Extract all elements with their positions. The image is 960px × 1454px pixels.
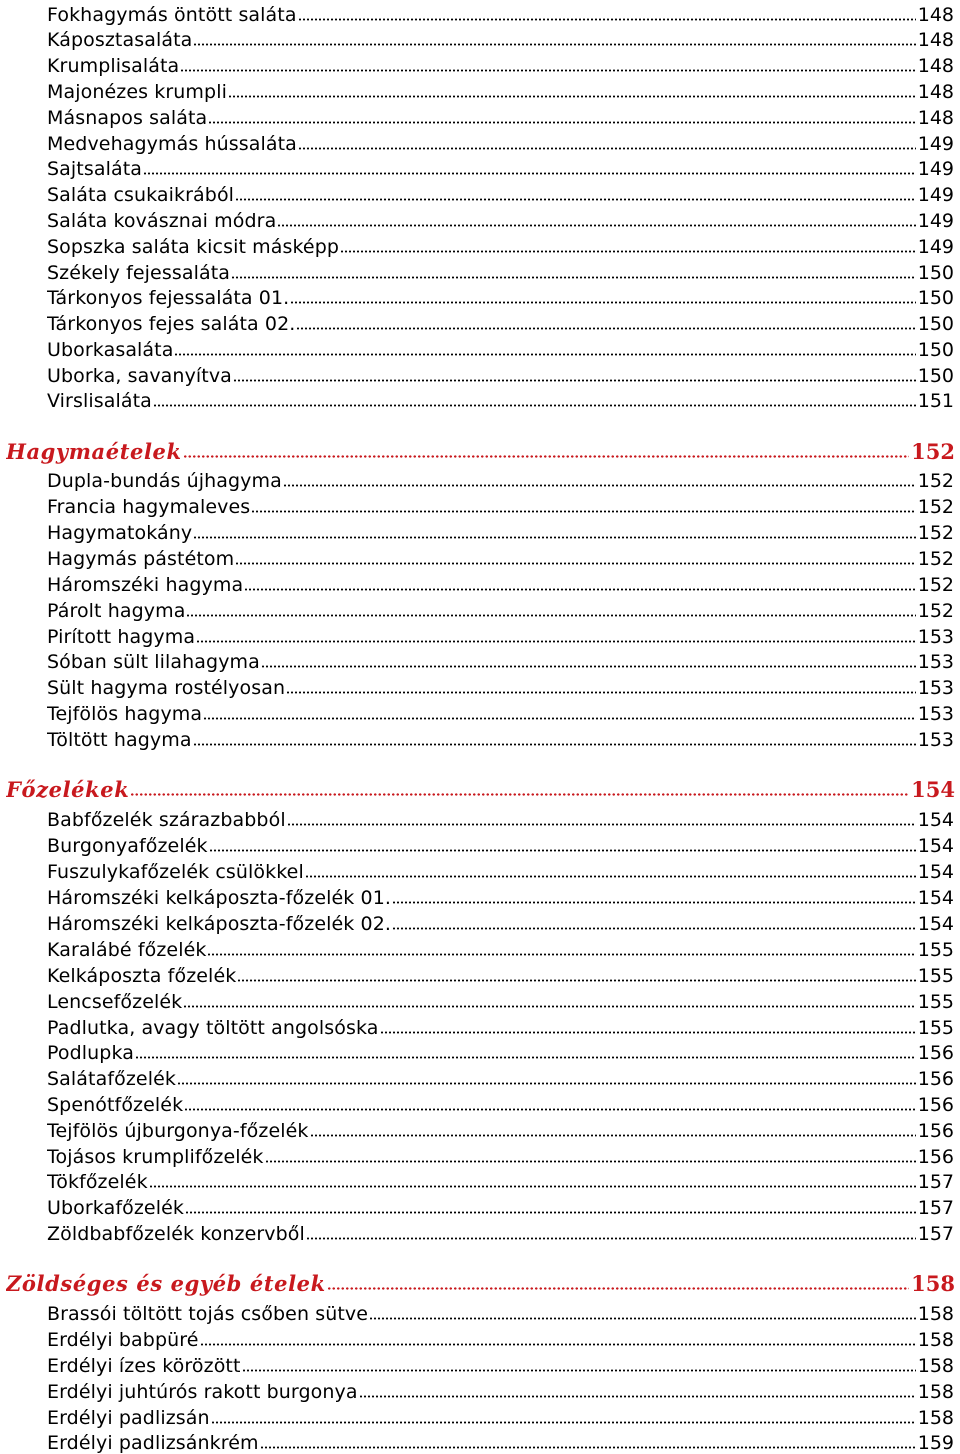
toc-entry[interactable] [47,831,954,857]
toc-page-number: 158 [917,1303,954,1325]
toc-page-number: 153 [917,626,954,648]
dot-leader [237,978,915,983]
toc-page-number: 156 [917,1068,954,1090]
dot-leader [233,378,916,383]
toc-page-number: 152 [917,574,954,596]
toc-entry-title: Uborka, savanyítva [47,365,232,387]
toc-page-number: 150 [917,287,954,309]
toc-entry[interactable] [47,1403,954,1429]
toc-entry-title: Brassói töltött tojás csőben sütve [47,1303,369,1325]
toc-page-number: 152 [911,439,955,464]
toc-entry[interactable] [47,335,954,361]
toc-entry[interactable] [47,1013,954,1039]
toc-page-number: 154 [917,861,954,883]
toc-entry-title: Töltött hagyma [47,729,192,751]
toc-entry-title: Székely fejessaláta [47,262,231,284]
toc-entry[interactable] [47,1167,954,1193]
toc-entry-title: Virslisaláta [47,390,152,412]
toc-entry-title: Salátafőzelék [47,1068,176,1090]
dot-leader [228,94,916,99]
toc-entry-title: Majonézes krumpli [47,81,227,103]
dot-leader [207,952,915,957]
toc-entry-title: Babfőzelék szárazbabból [47,809,286,831]
toc-entry[interactable] [47,103,954,129]
dot-leader [392,900,916,905]
dot-leader [310,1133,916,1138]
toc-page-number: 151 [917,390,954,412]
dot-leader [340,249,916,254]
toc-entry-title: Podlupka [47,1042,134,1064]
dot-leader [203,716,916,721]
toc-page-number: 158 [917,1407,954,1429]
dot-leader [177,1081,916,1086]
toc-section-heading[interactable] [6,1266,955,1296]
toc-page-number: 159 [917,1432,954,1454]
toc-entry[interactable] [47,935,954,961]
toc-entry-title: Erdélyi padlizsánkrém [47,1432,259,1454]
toc-entry[interactable] [47,361,954,387]
toc-entry-title: Háromszéki hagyma [47,574,244,596]
dot-leader [392,926,916,931]
dot-leader [211,1420,916,1425]
dot-leader [143,171,916,176]
toc-entry-title: Karalábé főzelék [47,939,207,961]
dot-leader [183,1004,915,1009]
toc-entry-title: Erdélyi padlizsán [47,1407,210,1429]
toc-page-number: 150 [917,339,954,361]
toc-entry-title: Háromszéki kelkáposzta-főzelék 01. [47,887,392,909]
toc-entry[interactable] [47,673,954,699]
toc-entry[interactable] [47,25,954,51]
toc-entry[interactable] [47,570,954,596]
toc-section-heading[interactable] [6,434,955,464]
dot-leader [290,300,915,305]
dot-leader [183,454,909,459]
toc-entry-title: Erdélyi babpüré [47,1329,199,1351]
toc-entry-title: Tojásos krumplifőzelék [47,1146,264,1168]
toc-page-number: 149 [917,184,954,206]
toc-section-title: Főzelékek [6,777,130,802]
dot-leader [180,68,915,73]
toc-page-number: 148 [917,107,954,129]
toc-entry-title: Zöldbabfőzelék konzervből [47,1223,305,1245]
toc-page-number: 155 [917,965,954,987]
toc-page-number: 148 [917,4,954,26]
dot-leader [235,197,916,202]
dot-leader [380,1030,916,1035]
toc-entry[interactable] [47,1064,954,1090]
toc-entry-title: Saláta csukaikrából [47,184,235,206]
dot-leader [244,587,916,592]
toc-page-number: 154 [917,835,954,857]
toc-entry[interactable] [47,492,954,518]
toc-section-heading[interactable] [6,772,955,802]
dot-leader [174,352,915,357]
toc-entry[interactable] [47,1299,954,1325]
toc-entry[interactable] [47,622,954,648]
dot-leader [130,792,909,797]
toc-page-number: 149 [917,210,954,232]
toc-page-number: 154 [917,887,954,909]
dot-leader [286,690,916,695]
toc-entry-title: Medvehagymás hússaláta [47,133,297,155]
toc-entry-title: Hagymás pástétom [47,548,235,570]
dot-leader [359,1394,916,1399]
toc-page-number: 153 [917,651,954,673]
toc-entry[interactable] [47,1038,954,1064]
toc-entry-title: Párolt hagyma [47,600,186,622]
dot-leader [208,120,915,125]
toc-entry[interactable] [47,1351,954,1377]
toc-page-number: 158 [911,1271,955,1296]
dot-leader [298,17,916,22]
toc-entry[interactable] [47,699,954,725]
dot-leader [296,326,915,331]
toc-entry[interactable] [47,309,954,335]
dot-leader [305,874,916,879]
toc-page-number: 149 [917,158,954,180]
toc-page-number: 152 [917,522,954,544]
toc-entry[interactable] [47,180,954,206]
dot-leader [287,822,916,827]
toc-page-number: 150 [917,313,954,335]
dot-leader [193,742,916,747]
dot-leader [153,403,916,408]
toc-page-number: 152 [917,548,954,570]
toc-page-number: 152 [917,470,954,492]
toc-page-number: 155 [917,1017,954,1039]
toc-entry[interactable] [47,1377,954,1403]
toc-page-number: 154 [917,913,954,935]
dot-leader [200,1342,916,1347]
toc-entry-title: Uborkasaláta [47,339,174,361]
toc-entry[interactable] [47,258,954,284]
dot-leader [369,1316,916,1321]
toc-page-number: 153 [917,703,954,725]
toc-entry[interactable] [47,1116,954,1142]
dot-leader [193,535,915,540]
toc-page-number: 148 [917,29,954,51]
dot-leader [135,1055,916,1060]
toc-entry[interactable] [47,883,954,909]
toc-entry[interactable] [47,232,954,258]
toc-entry-title: Burgonyafőzelék [47,835,208,857]
toc-entry-title: Káposztasaláta [47,29,193,51]
dot-leader [327,1286,909,1291]
toc-entry[interactable] [47,596,954,622]
toc-entry-title: Sajtsaláta [47,158,142,180]
toc-entry-title: Francia hagymaleves [47,496,251,518]
toc-page-number: 157 [917,1223,954,1245]
dot-leader [251,509,915,514]
toc-entry[interactable] [47,909,954,935]
toc-entry-title: Tárkonyos fejes saláta 02. [47,313,296,335]
toc-entry[interactable] [47,725,954,751]
toc-entry[interactable] [47,1219,954,1245]
dot-leader [298,146,916,151]
toc-entry-title: Spenótfőzelék [47,1094,184,1116]
toc-entry-title: Háromszéki kelkáposzta-főzelék 02. [47,913,392,935]
dot-leader [209,848,916,853]
toc-entry-title: Uborkafőzelék [47,1197,184,1219]
toc-entry-title: Tejfölös hagyma [47,703,203,725]
toc-entry-title: Tárkonyos fejessaláta 01. [47,287,290,309]
dot-leader [196,639,916,644]
toc-entry-title: Pirított hagyma [47,626,196,648]
toc-entry-title: Tejfölös újburgonya-főzelék [47,1120,309,1142]
toc-entry-title: Erdélyi ízes körözött [47,1355,241,1377]
toc-page-number: 155 [917,939,954,961]
toc-entry[interactable] [47,129,954,155]
toc-entry-title: Fuszulykafőzelék csülökkel [47,861,304,883]
dot-leader [149,1184,916,1189]
toc-entry-title: Sopszka saláta kicsit másképp [47,236,340,258]
toc-page-number: 154 [911,777,955,802]
toc-entry-title: Másnapos saláta [47,107,208,129]
toc-entry-title: Hagymatokány [47,522,193,544]
toc-page-number: 154 [917,809,954,831]
dot-leader [231,275,916,280]
dot-leader [260,1445,916,1450]
toc-entry[interactable] [47,805,954,831]
toc-page-number: 149 [917,236,954,258]
dot-leader [261,664,916,669]
toc-page-number: 158 [917,1381,954,1403]
toc-page-number: 152 [917,600,954,622]
dot-leader [185,1210,916,1215]
dot-leader [184,1107,916,1112]
dot-leader [306,1236,916,1241]
toc-page-number: 157 [917,1171,954,1193]
toc-entry-title: Tökfőzelék [47,1171,148,1193]
dot-leader [193,42,915,47]
toc-entry[interactable] [47,1090,954,1116]
toc-entry[interactable] [47,1193,954,1219]
toc-entry[interactable] [47,857,954,883]
toc-page-number: 156 [917,1042,954,1064]
toc-section-title: Hagymaételek [6,439,182,464]
toc-entry-title: Sült hagyma rostélyosan [47,677,286,699]
toc-page-number: 148 [917,81,954,103]
toc-entry-title: Lencsefőzelék [47,991,183,1013]
toc-page-number: 150 [917,365,954,387]
toc-page-number: 156 [917,1094,954,1116]
toc-entry[interactable] [47,77,954,103]
toc-entry[interactable] [47,154,954,180]
toc-entry[interactable] [47,987,954,1013]
toc-page-number: 155 [917,991,954,1013]
toc-entry-title: Sóban sült lilahagyma [47,651,260,673]
toc-page-number: 148 [917,55,954,77]
toc-page-number: 156 [917,1146,954,1168]
toc-entry[interactable] [47,206,954,232]
toc-entry[interactable] [47,0,954,26]
toc-entry-title: Padlutka, avagy töltött angolsóska [47,1017,379,1039]
dot-leader [277,223,915,228]
toc-page-number: 152 [917,496,954,518]
toc-entry-title: Erdélyi juhtúrós rakott burgonya [47,1381,358,1403]
toc-entry[interactable] [47,1325,954,1351]
toc-entry[interactable] [47,386,954,412]
toc-entry-title: Krumplisaláta [47,55,180,77]
toc-section-title: Zöldséges és egyéb ételek [6,1271,326,1296]
toc-page-number: 156 [917,1120,954,1142]
toc-entry[interactable] [47,283,954,309]
toc-entry[interactable] [47,1428,954,1454]
toc-page-number: 153 [917,677,954,699]
toc-page-number: 149 [917,133,954,155]
toc-entry-title: Dupla-bundás újhagyma [47,470,282,492]
toc-page-number: 158 [917,1329,954,1351]
toc-entry-title: Saláta kovásznai módra [47,210,277,232]
toc-page-number: 157 [917,1197,954,1219]
toc-entry[interactable] [47,51,954,77]
toc-entry-title: Fokhagymás öntött saláta [47,4,297,26]
dot-leader [265,1159,916,1164]
toc-entry[interactable] [47,1142,954,1168]
toc-page-number: 158 [917,1355,954,1377]
dot-leader [235,561,915,566]
dot-leader [186,613,915,618]
toc-page-number: 153 [917,729,954,751]
dot-leader [242,1368,916,1373]
dot-leader [283,483,916,488]
toc-page-number: 150 [917,262,954,284]
toc-entry-title: Kelkáposzta főzelék [47,965,237,987]
toc-entry[interactable] [47,961,954,987]
toc-entry[interactable] [47,647,954,673]
toc-entry[interactable] [47,518,954,544]
toc-entry[interactable] [47,466,954,492]
toc-entry[interactable] [47,544,954,570]
